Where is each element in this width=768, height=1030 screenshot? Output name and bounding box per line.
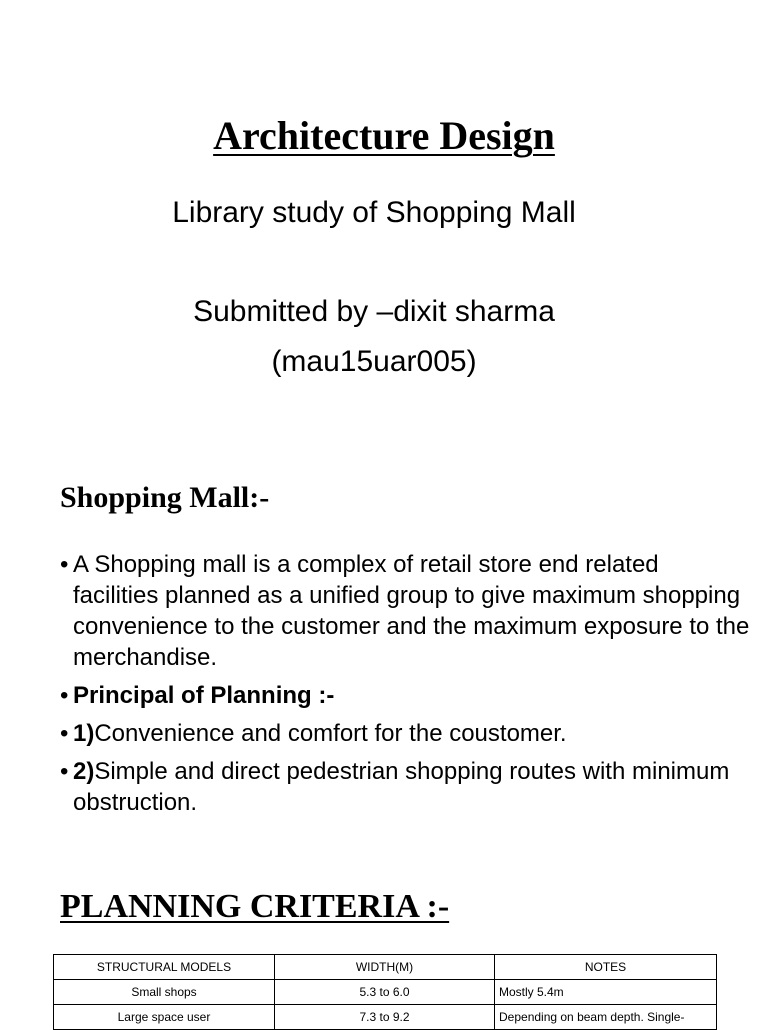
- column-header-notes: NOTES: [495, 955, 717, 980]
- definition-bullet: [60, 549, 750, 673]
- planning-criteria-table: [53, 954, 717, 1030]
- submitted-by: Submitted by –dixit sharma: [193, 295, 555, 328]
- principal-heading: Principal of Planning :-: [73, 682, 335, 709]
- table-cell-notes: Mostly 5.4m: [495, 980, 717, 1005]
- planning-criteria-heading: [60, 884, 449, 930]
- principle-number: 1): [73, 720, 95, 747]
- table-header-row: [54, 955, 717, 980]
- table-cell-model: Large space user: [54, 1005, 275, 1030]
- definition-text: A Shopping mall is a complex of retail store end related facilities planned as a unified group to give maximum shopping convenience to the customer and the maximum exposure to the merchandise.: [73, 551, 750, 671]
- column-header-structural-models: STRUCTURAL MODELS: [54, 955, 275, 980]
- document-subtitle: Library study of Shopping Mall: [172, 196, 576, 229]
- principle-text: Convenience and comfort for the coustomer.: [94, 720, 567, 747]
- table-cell-notes: Depending on beam depth. Single-: [495, 1005, 717, 1030]
- table-cell-model: Small shops: [54, 980, 275, 1005]
- principle-point: [60, 718, 750, 749]
- table-row: [54, 1005, 717, 1030]
- principal-bullet: [60, 680, 750, 711]
- document-title-text: Architecture Design: [213, 113, 555, 158]
- principle-number: 2): [73, 758, 95, 785]
- table-cell-width: 7.3 to 9.2: [275, 1005, 495, 1030]
- table-cell-width: 5.3 to 6.0: [275, 980, 495, 1005]
- document-title: [0, 108, 768, 164]
- principle-point: [60, 756, 750, 818]
- principle-text: Simple and direct pedestrian shopping routes with minimum obstruction.: [73, 758, 730, 816]
- shopping-mall-bullet-list: [60, 549, 750, 825]
- roll-number: (mau15uar005): [271, 345, 477, 378]
- shopping-mall-heading: Shopping Mall:-: [60, 481, 270, 514]
- table-row: [54, 980, 717, 1005]
- column-header-width: WIDTH(M): [275, 955, 495, 980]
- planning-criteria-heading-text: PLANNING CRITERIA :-: [60, 888, 450, 925]
